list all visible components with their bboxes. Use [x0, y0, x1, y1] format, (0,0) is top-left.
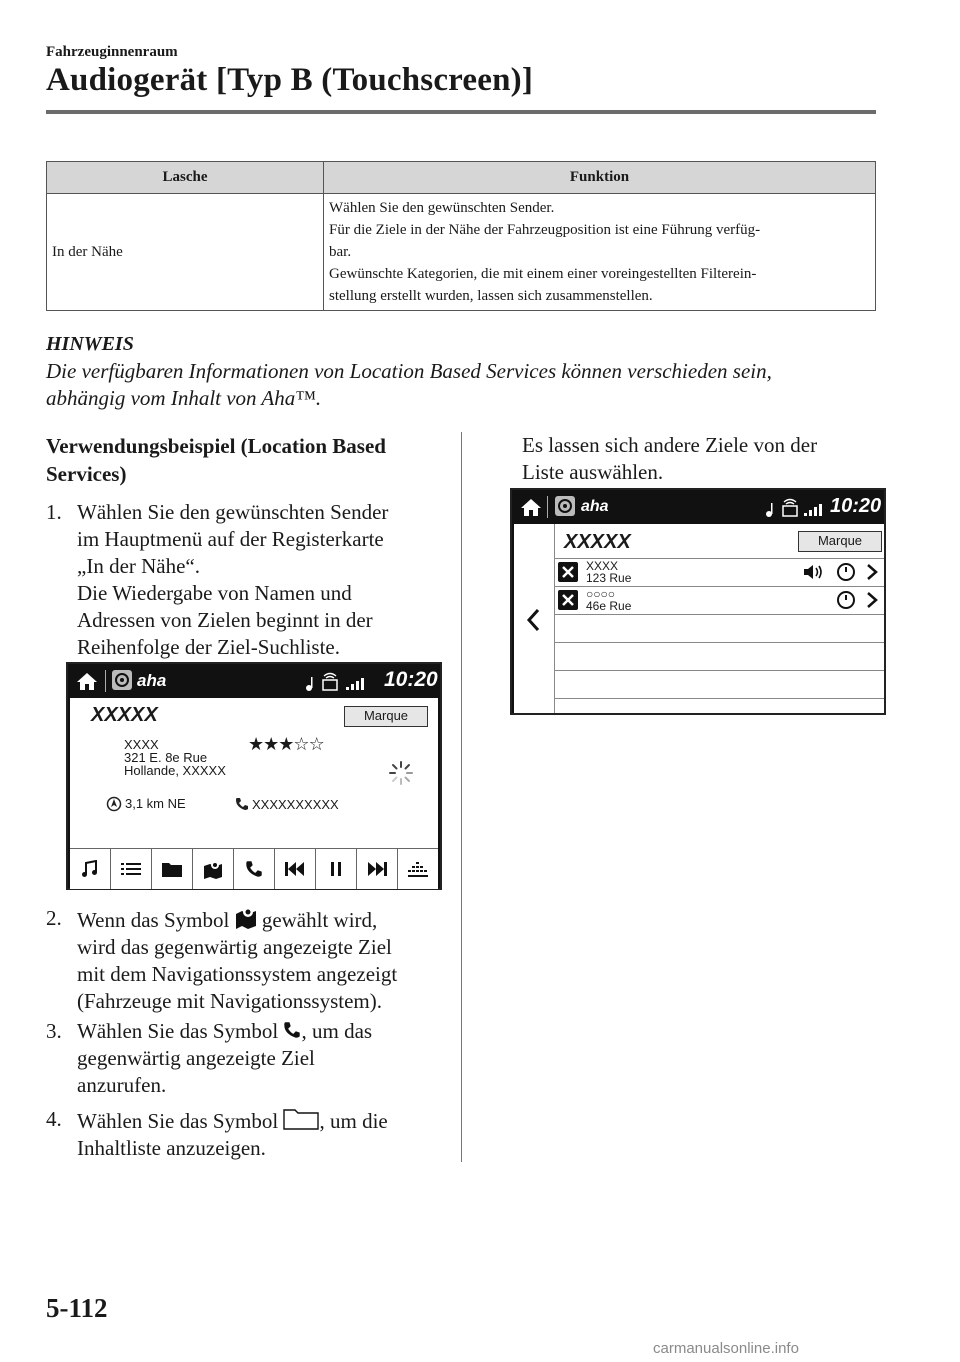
step-number: 2. — [46, 906, 62, 930]
step-text: Wählen Sie das Symbol — [77, 1109, 279, 1133]
map-pin-icon — [203, 859, 223, 879]
list-item-address: 123 Rue — [586, 571, 632, 585]
source-icon — [555, 496, 575, 516]
step-number: 1. — [46, 500, 62, 524]
function-table — [46, 161, 876, 311]
pause-icon — [330, 862, 342, 876]
distance-icon — [106, 796, 122, 812]
app-name: aha — [137, 671, 167, 690]
header-rule — [46, 110, 876, 114]
navigation-button[interactable] — [193, 849, 234, 889]
step-line — [77, 1106, 452, 1135]
section-title: Fahrzeuginnenraum — [46, 44, 178, 60]
step-line: Wählen Sie den gewünschten Sender — [77, 500, 389, 524]
step-line: (Fahrzeuge mit Navigationssystem). — [77, 989, 383, 1013]
phone-number: XXXXXXXXXX — [252, 797, 339, 812]
list-item[interactable] — [554, 559, 884, 587]
list-item-name: ○○○○ — [586, 587, 615, 601]
home-icon[interactable] — [76, 671, 98, 691]
col-header-funktion: Funktion — [324, 162, 876, 194]
funktion-line: bar. — [329, 244, 352, 260]
star-filled-icon: ★ — [278, 734, 294, 754]
column-divider — [461, 432, 462, 1162]
source-icon — [112, 670, 132, 690]
list-item-name: XXXX — [586, 559, 619, 573]
phone-icon — [283, 1020, 301, 1040]
step-text: Wählen Sie das Symbol — [77, 1019, 279, 1043]
close-icon — [558, 590, 578, 610]
col-header-lasche: Lasche — [47, 162, 324, 194]
speaker-icon — [804, 564, 824, 580]
details-icon — [836, 562, 856, 582]
table-row — [47, 194, 876, 311]
step-line: mit dem Navigationssystem angezeigt — [77, 962, 398, 986]
subheading-line: Verwendungsbeispiel (Location Based — [46, 434, 386, 458]
step-line — [77, 905, 452, 934]
list-icon — [121, 861, 141, 877]
step-line: Adressen von Zielen beginnt in der — [77, 608, 373, 632]
page-title: Audiogerät [Typ B (Touchscreen)] — [46, 62, 534, 98]
aha-list-screen — [510, 488, 886, 715]
watermark: carmanualsonline.info — [653, 1340, 799, 1357]
call-button[interactable] — [234, 849, 275, 889]
phone-icon — [235, 797, 249, 811]
app-name: aha — [581, 498, 609, 515]
distance-text: 3,1 km NE — [125, 796, 186, 811]
step-line: Reihenfolge der Ziel-Suchliste. — [77, 635, 341, 659]
note-line: abhängig vom Inhalt von Aha™. — [46, 386, 322, 410]
step-line — [77, 1018, 452, 1045]
funktion-line: Wählen Sie den gewünschten Sender. — [329, 200, 555, 216]
rating-stars — [248, 734, 324, 755]
star-empty-icon: ☆ — [293, 734, 309, 754]
funktion-line: stellung erstellt wurden, lassen sich zusammenstellen. — [329, 288, 653, 304]
step-number: 4. — [46, 1107, 62, 1131]
clock: 10:20 — [384, 668, 438, 691]
status-icons — [304, 672, 380, 692]
star-empty-icon: ☆ — [308, 734, 324, 754]
pause-button[interactable] — [316, 849, 357, 889]
back-button[interactable] — [514, 524, 555, 713]
list-item-address: 46e Rue — [586, 599, 632, 613]
status-bar — [512, 490, 884, 524]
step-line: gegenwärtig angezeigte Ziel — [77, 1046, 315, 1070]
details-icon — [836, 590, 856, 610]
note-heading: HINWEIS — [46, 333, 134, 355]
equalizer-button[interactable] — [398, 849, 438, 889]
divider — [105, 670, 106, 692]
note-body — [46, 358, 876, 412]
skip-forward-icon — [367, 862, 387, 876]
divider — [547, 496, 548, 518]
list-item-empty — [554, 671, 884, 699]
status-icons — [764, 498, 828, 518]
chevron-left-icon — [526, 608, 540, 632]
poi-city: Hollande, XXXXX — [124, 763, 226, 778]
step-line: wird das gegenwärtig angezeigte Ziel — [77, 935, 392, 959]
step-text: Wenn das Symbol — [77, 908, 230, 932]
funktion-line: Für die Ziele in der Nähe der Fahrzeugposition ist eine Führung verfüg- — [329, 222, 761, 238]
step-text: , um das — [301, 1019, 373, 1043]
station-name: XXXXX — [564, 531, 631, 553]
home-icon[interactable] — [520, 497, 542, 517]
folder-button[interactable] — [152, 849, 193, 889]
skip-back-icon — [285, 862, 305, 876]
step-line: „In der Nähe“. — [77, 554, 201, 578]
previous-button[interactable] — [275, 849, 316, 889]
music-button[interactable] — [70, 849, 111, 889]
note-line: Die verfügbaren Informationen von Location Based Services können verschieden sein, — [46, 359, 772, 383]
step-line: anzurufen. — [77, 1073, 167, 1097]
close-icon — [558, 562, 578, 582]
list-content — [514, 524, 884, 713]
marque-button[interactable]: Marque — [344, 706, 428, 727]
clock: 10:20 — [830, 495, 882, 517]
text-line: Es lassen sich andere Ziele von der — [522, 433, 818, 457]
address-block — [124, 738, 226, 777]
cell-funktion — [324, 194, 876, 311]
list-header — [554, 524, 884, 559]
step-line: Inhaltliste anzuzeigen. — [77, 1136, 266, 1160]
list-item-text — [586, 560, 631, 584]
step-text: , um die — [319, 1109, 388, 1133]
step-line: Die Wiedergabe von Namen und — [77, 581, 352, 605]
list-button[interactable] — [111, 849, 152, 889]
station-name: XXXXX — [91, 704, 158, 726]
status-bar — [68, 664, 440, 698]
step-text: gewählt wird, — [256, 908, 378, 932]
chevron-right-icon — [866, 564, 878, 580]
poi-street: 321 E. 8e Rue — [124, 750, 208, 765]
subheading-line: Services) — [46, 462, 127, 486]
chevron-right-icon — [866, 592, 878, 608]
star-filled-icon: ★ — [263, 734, 279, 754]
phone-icon — [245, 860, 263, 878]
list-item-text — [586, 588, 631, 612]
text-line: Liste auswählen. — [522, 460, 664, 484]
list-item-empty — [554, 643, 884, 671]
list-item[interactable] — [554, 587, 884, 615]
aha-detail-screen — [66, 662, 442, 890]
folder-icon — [283, 1106, 319, 1130]
music-note-icon — [81, 860, 99, 878]
star-filled-icon: ★ — [248, 734, 264, 754]
toolbar — [70, 848, 438, 889]
marque-button[interactable]: Marque — [798, 531, 882, 552]
loading-spinner-icon — [388, 760, 414, 786]
page-number: 5-112 — [46, 1293, 108, 1323]
map-pin-icon — [235, 905, 257, 929]
poi-name: XXXX — [124, 737, 159, 752]
folder-icon — [162, 861, 182, 877]
cell-lasche: In der Nähe — [47, 194, 324, 311]
example-subheading — [46, 432, 436, 488]
right-column-text — [522, 432, 882, 486]
next-button[interactable] — [357, 849, 398, 889]
detail-content — [70, 698, 438, 848]
step-number: 3. — [46, 1019, 62, 1043]
equalizer-icon — [408, 860, 428, 878]
step-line: im Hauptmenü auf der Registerkarte — [77, 527, 384, 551]
list-item-empty — [554, 615, 884, 643]
funktion-line: Gewünschte Kategorien, die mit einem einer voreingestellten Filterein- — [329, 266, 757, 282]
